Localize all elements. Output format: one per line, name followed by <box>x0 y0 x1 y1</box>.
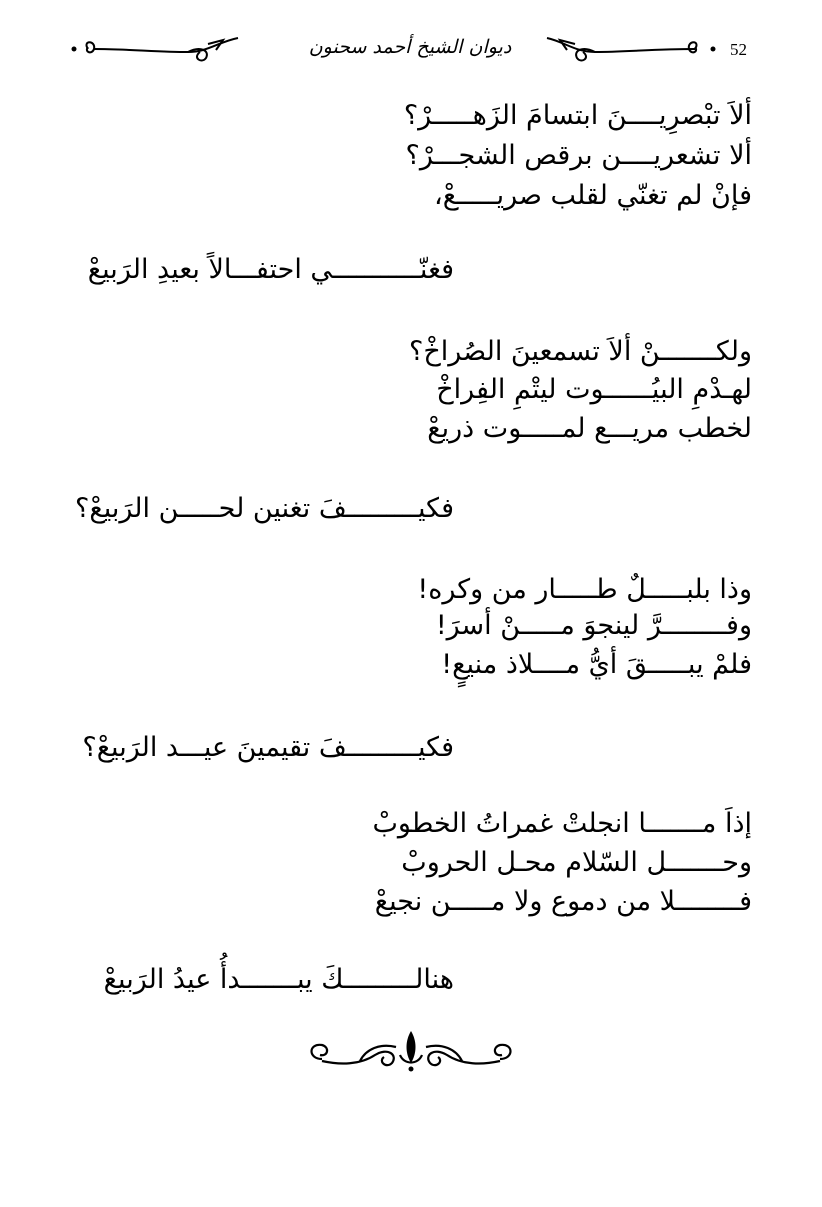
fleuron-ornament <box>300 1025 522 1083</box>
poem-line: إذاَ مـــــــا انجلتْ غمراتُ الخطوبْ <box>372 808 752 839</box>
header-right-ornament <box>535 30 725 70</box>
refrain-line: فكيـــــــــفَ تغنين لحـــــن الرَبيعْ؟ <box>75 493 454 524</box>
poem-line: لخطب مريـــع لمـــــوت ذريعْ <box>427 413 752 444</box>
poem-line: ولكـــــــنْ ألاَ تسمعينَ الصُراخْ؟ <box>409 336 752 367</box>
poem-line: ألاَ تبْصرِيــــنَ ابتسامَ الزَهـــــرْ؟ <box>403 100 752 131</box>
poem-line: فلمْ يبـــــقَ أيُّ مــــلاذ منيعٍ! <box>441 649 752 680</box>
poem-line: وحـــــــل السّلام محـل الحروبْ <box>401 847 752 878</box>
poem-line: ألا تشعريــــن برقص الشجـــرْ؟ <box>405 140 752 171</box>
page-number: 52 <box>730 40 747 59</box>
header-left-ornament <box>68 30 248 70</box>
running-header: ديوان الشيخ أحمد سحنون <box>308 36 512 58</box>
poem-line: وذا بلبـــــلٌ طـــــار من وكره! <box>417 574 752 605</box>
refrain-line: فغنّـــــــــــي احتفـــالاً بعيدِ الرَبيعْ <box>87 254 454 285</box>
poem-line: وفــــــــرَّ لينجوَ مـــــنْ أسرَ! <box>435 610 752 641</box>
refrain-line: فكيـــــــــفَ تقيمينَ عيـــد الرَبيعْ؟ <box>82 732 454 763</box>
poem-line: لهـدْمِ البيُــــــوت ليتْمِ الفِراخْ <box>436 374 752 405</box>
refrain-line: هنالـــــــــكَ يبـــــــدأُ عيدُ الرَبيعْ <box>103 964 454 995</box>
poem-line: فــــــــلا من دموع ولا مـــــن نجيعْ <box>374 886 752 917</box>
poem-line: فإنْ لم تغنّي لقلب صريـــــعْ، <box>434 180 752 211</box>
